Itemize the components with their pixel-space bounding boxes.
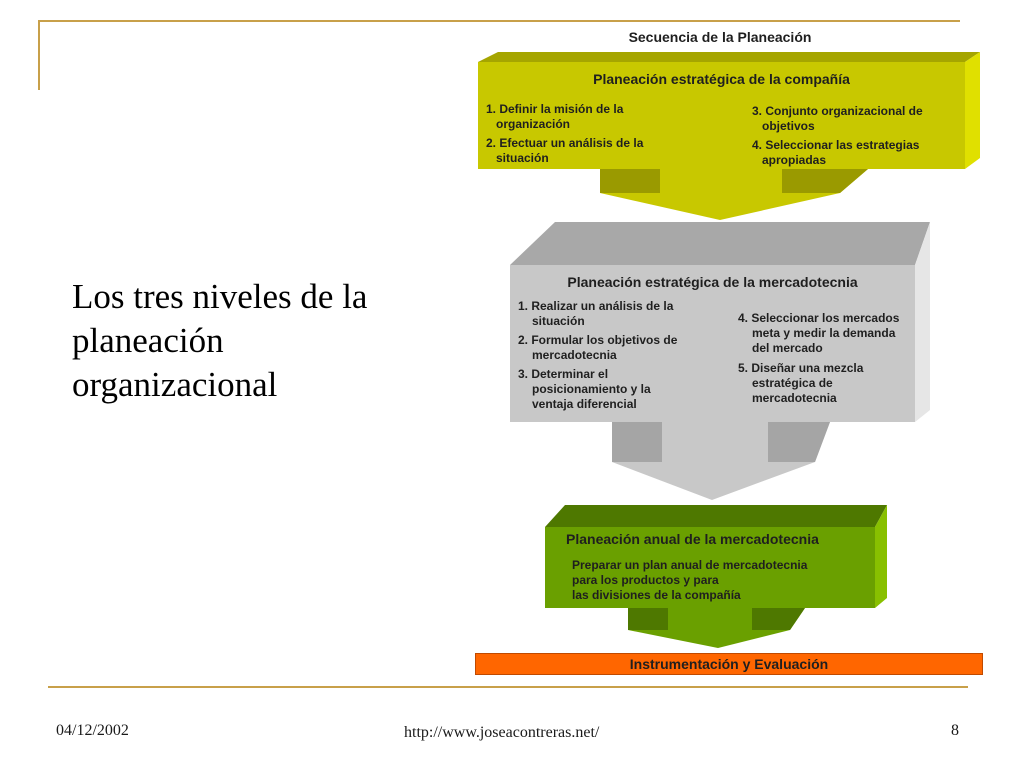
level-1-left-items — [486, 102, 726, 166]
level-2-item-3 — [518, 367, 718, 412]
level-2-right-items — [738, 311, 916, 406]
level-2-item-5 — [738, 361, 916, 406]
level-2-title: Planeación estratégica de la mercadotecnia — [567, 274, 858, 290]
item-text: del mercado — [752, 341, 823, 355]
level-1-item-1 — [486, 102, 726, 132]
level-1-item-3 — [752, 104, 962, 134]
item-text: situación — [532, 314, 585, 328]
item-text: mercadotecnia — [752, 391, 837, 405]
item-text: organización — [496, 117, 571, 131]
item-text: objetivos — [762, 119, 815, 133]
level-2-item-2 — [518, 333, 718, 363]
level-1-right-items — [752, 104, 962, 168]
diagram-title: Secuencia de la Planeación — [628, 29, 812, 45]
description-line: las divisiones de la compañía — [572, 588, 741, 602]
footer-date: 04/12/2002 — [56, 722, 129, 739]
level-2-item-1 — [518, 299, 718, 329]
item-text: 3. Determinar el — [518, 367, 609, 381]
item-text: 4. Seleccionar las estrategias — [752, 138, 920, 152]
item-text: 1. Realizar un análisis de la — [518, 299, 674, 313]
level-2-item-4 — [738, 311, 916, 356]
slide-title-line-1: Los tres niveles de la — [72, 277, 368, 316]
level-2-left-items — [518, 299, 718, 412]
description-line: Preparar un plan anual de mercadotecnia — [572, 558, 808, 572]
item-text: 3. Conjunto organizacional de — [752, 104, 923, 118]
slide-title-line-3: organizacional — [72, 365, 278, 404]
item-text: 2. Formular los objetivos de — [518, 333, 678, 347]
description-line: para los productos y para — [572, 573, 719, 587]
item-text: 4. Seleccionar los mercados — [738, 311, 900, 325]
item-text: ventaja diferencial — [532, 397, 637, 411]
item-text: mercadotecnia — [532, 348, 617, 362]
footer-page-number: 8 — [951, 722, 959, 739]
item-text: meta y medir la demanda — [752, 326, 896, 340]
footer-url[interactable]: http://www.joseacontreras.net/ — [404, 724, 600, 741]
level-3-title: Planeación anual de la mercadotecnia — [566, 531, 819, 547]
item-text: 2. Efectuar un análisis de la — [486, 136, 644, 150]
item-text: 5. Diseñar una mezcla — [738, 361, 864, 375]
item-text: posicionamiento y la — [532, 382, 651, 396]
level-1-item-4 — [752, 138, 962, 168]
level-1-item-2 — [486, 136, 726, 166]
item-text: estratégica de — [752, 376, 833, 390]
item-text: 1. Definir la misión de la — [486, 102, 624, 116]
level-3-description — [572, 558, 872, 603]
level-1-title: Planeación estratégica de la compañía — [593, 71, 850, 87]
implementation-evaluation-bar: Instrumentación y Evaluación — [475, 653, 983, 675]
item-text: situación — [496, 151, 549, 165]
slide-title-line-2: planeación — [72, 321, 224, 360]
item-text: apropiadas — [762, 153, 827, 167]
